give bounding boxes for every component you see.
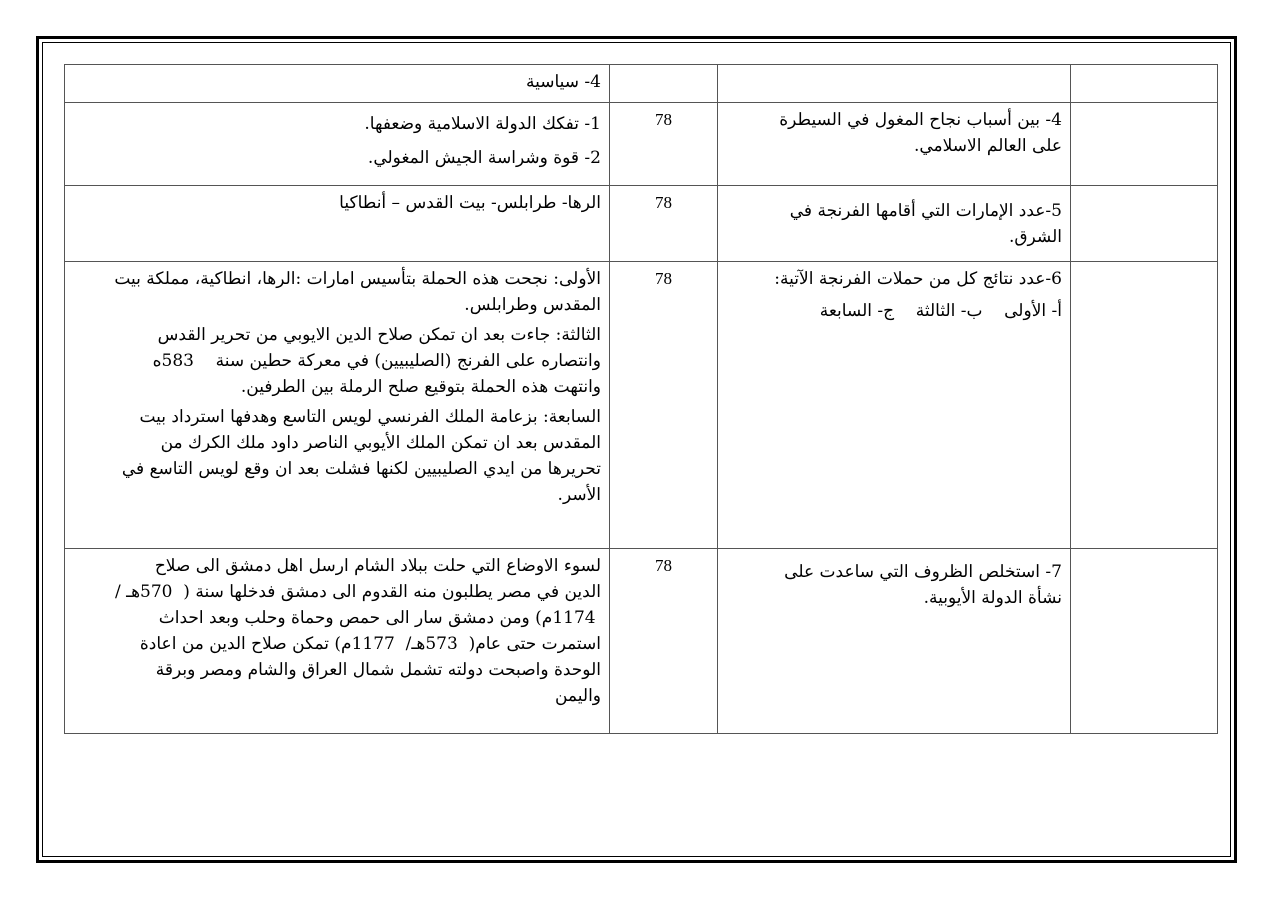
answer-cell bbox=[65, 103, 610, 186]
answer-line: وانتصاره على الفرنج (الصليبيين) في معركة حطين سنة 583ه bbox=[152, 351, 601, 371]
answer-line: 4- سياسية bbox=[525, 72, 601, 92]
question-line: الشرق. bbox=[1008, 227, 1062, 247]
question-cell bbox=[718, 65, 1071, 103]
table-row bbox=[65, 262, 1218, 549]
page-cell: 78 bbox=[610, 103, 718, 186]
answer-paragraph-seventh bbox=[73, 404, 601, 508]
question-line: على العالم الاسلامي. bbox=[913, 136, 1062, 156]
answer-line: تحريرها من ايدي الصليبيين لكنها فشلت بعد ان وقع لويس التاسع في bbox=[121, 459, 601, 479]
number-cell bbox=[1071, 65, 1218, 103]
answer-line: 2- قوة وشراسة الجيش المغولي. bbox=[367, 148, 601, 168]
page-cell: 78 bbox=[610, 262, 718, 549]
answer-cell bbox=[65, 65, 610, 103]
answer-cell bbox=[65, 262, 610, 549]
answer-line: الوحدة واصبحت دولته تشمل شمال العراق والشام ومصر وبرقة bbox=[155, 660, 601, 680]
number-cell bbox=[1071, 262, 1218, 549]
answer-line: الدين في مصر يطلبون منه القدوم الى دمشق فدخلها سنة ( 570هـ / bbox=[114, 582, 601, 602]
table-row bbox=[65, 186, 1218, 262]
answer-line: وانتهت هذه الحملة بتوقيع صلح الرملة بين الطرفين. bbox=[240, 377, 601, 397]
answer-line: 1174م) ومن دمشق سار الى حمص وحماة وحلب وبعد احداث bbox=[158, 608, 601, 628]
question-line: 5-عدد الإمارات التي أقامها الفرنجة في bbox=[789, 201, 1062, 221]
answer-line: السابعة: بزعامة الملك الفرنسي لويس التاسع وهدفها استرداد بيت bbox=[139, 407, 601, 427]
question-line: 6-عدد نتائج كل من حملات الفرنجة الآتية: bbox=[774, 269, 1062, 289]
question-line: 4- بين أسباب نجاح المغول في السيطرة bbox=[779, 110, 1062, 130]
answer-cell bbox=[65, 549, 610, 734]
question-line: أ- الأولى ب- الثالثة ج- السابعة bbox=[819, 301, 1062, 321]
table-row bbox=[65, 549, 1218, 734]
page-cell bbox=[610, 65, 718, 103]
page-cell: 78 bbox=[610, 186, 718, 262]
answer-line: الرها- طرابلس- بيت القدس – أنطاكيا bbox=[339, 193, 601, 213]
answer-line: المقدس وطرابلس. bbox=[464, 295, 601, 315]
answer-line: المقدس بعد ان تمكن الملك الأيوبي الناصر داود ملك الكرك من bbox=[160, 433, 601, 453]
answer-cell bbox=[65, 186, 610, 262]
question-line: نشأة الدولة الأيوبية. bbox=[923, 588, 1062, 608]
answer-line: الثالثة: جاءت بعد ان تمكن صلاح الدين الايوبي من تحرير القدس bbox=[157, 325, 601, 345]
page-cell: 78 bbox=[610, 549, 718, 734]
answer-key-table bbox=[64, 64, 1218, 734]
number-cell bbox=[1071, 549, 1218, 734]
answer-line: لسوء الاوضاع التي حلت ببلاد الشام ارسل اهل دمشق الى صلاح bbox=[154, 556, 601, 576]
answer-line: استمرت حتى عام( 573هـ/ 1177م) تمكن صلاح الدين من اعادة bbox=[139, 634, 601, 654]
answer-line: الأسر. bbox=[557, 485, 601, 505]
answer-paragraph-third bbox=[73, 322, 601, 400]
answer-line: واليمن bbox=[554, 686, 601, 706]
table-row bbox=[65, 65, 1218, 103]
answer-line: 1- تفكك الدولة الاسلامية وضعفها. bbox=[364, 114, 601, 134]
question-cell bbox=[718, 549, 1071, 734]
answer-paragraph-first bbox=[73, 266, 601, 318]
number-cell bbox=[1071, 103, 1218, 186]
question-cell bbox=[718, 186, 1071, 262]
number-cell bbox=[1071, 186, 1218, 262]
question-cell bbox=[718, 262, 1071, 549]
table-row bbox=[65, 103, 1218, 186]
answer-line: الأولى: نجحت هذه الحملة بتأسيس امارات :الرها، انطاكية، مملكة بيت bbox=[114, 269, 601, 289]
question-cell bbox=[718, 103, 1071, 186]
question-line: 7- استخلص الظروف التي ساعدت على bbox=[784, 562, 1062, 582]
